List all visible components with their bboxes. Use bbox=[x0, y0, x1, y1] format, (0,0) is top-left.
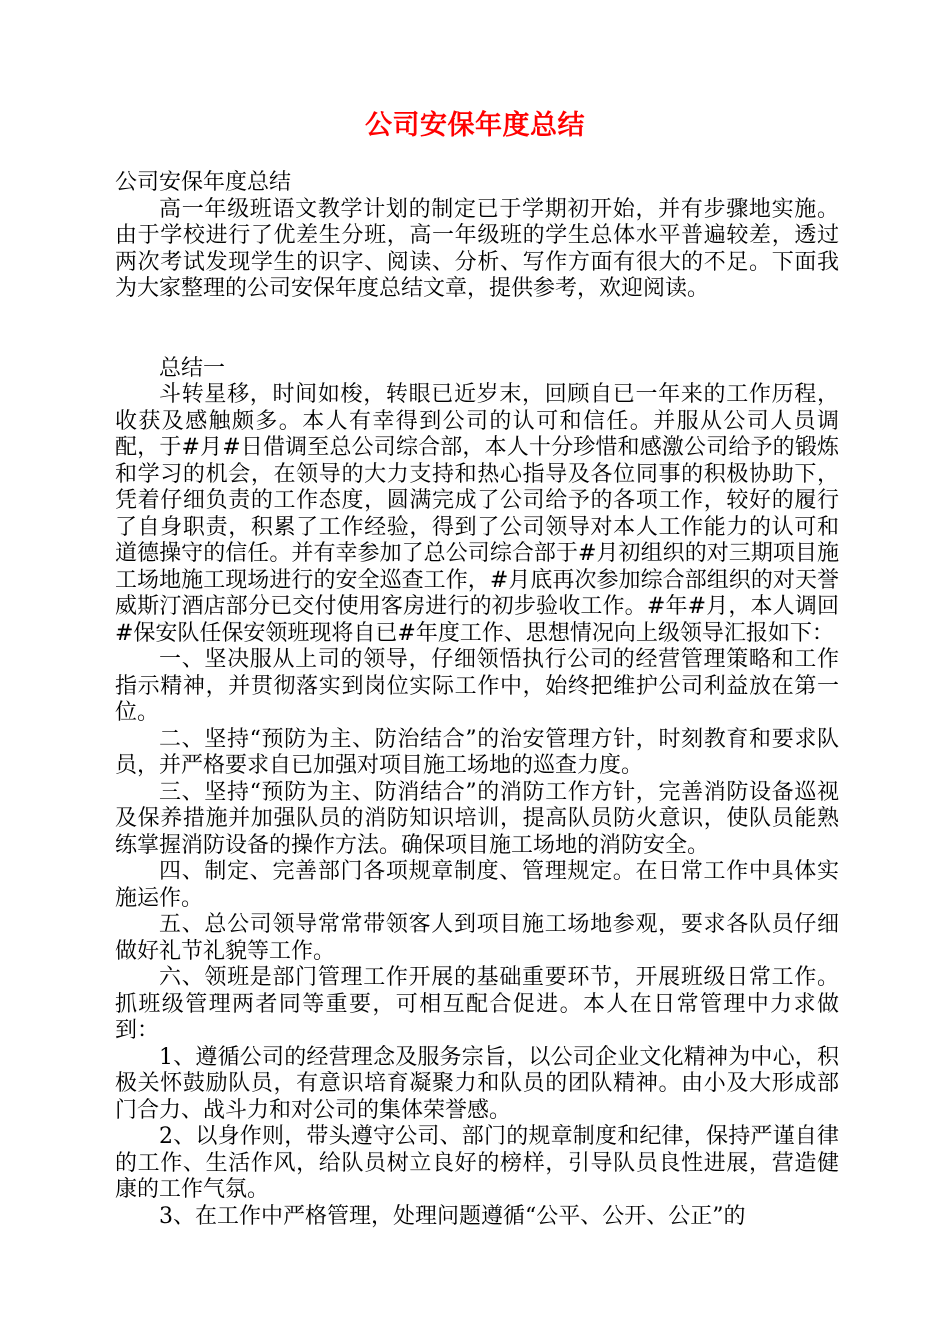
paragraph: 六、领班是部门管理工作开展的基础重要环节，开展班级日常工作。抓班级管理两者同等重要，可相互配合促进。本人在日常管理中力求做到： bbox=[115, 965, 839, 1043]
paragraph: 2、以身作则，带头遵守公司、部门的规章制度和纪律，保持严谨自律的工作、生活作风，给队员树立良好的榜样，引导队员良性进展，营造健康的工作气氛。 bbox=[115, 1124, 839, 1202]
paragraph: 3、在工作中严格管理，处理问题遵循“公平、公开、公正”的 bbox=[159, 1203, 746, 1229]
paragraph: 斗转星移，时间如梭，转眼已近岁末，回顾自已一年来的工作历程，收获及感触颇多。本人有幸得到公司的认可和信任。并服从公司人员调配，于#月#日借调至总公司综合部，本人十分珍惜和感激公司给予的锻炼和学习的机会，在领导的大力支持和热心指导及各位同事的积极协助下，凭着仔细负责的工作态度，圆满完成了公司给予的各项工作，较好的履行了自身职责，积累了工作经验，得到了公司领导对本人工作能力的认可和道德操守的信任。并有幸参加了总公司综合部于#月初组织的对三期项目施工场地施工现场进行的安全巡查工作，#月底再次参加综合部组织的对天誉威斯汀酒店部分已交付使用客房进行的初步验收工作。#年#月，本人调回#保安队任保安领班现将自已#年度工作、思想情况向上级领导汇报如下： bbox=[115, 382, 839, 646]
paragraph: 总结一 bbox=[159, 355, 226, 381]
paragraph: 二、坚持“预防为主、防治结合”的治安管理方针，时刻教育和要求队员，并严格要求自已加强对项目施工场地的巡查力度。 bbox=[115, 726, 839, 778]
paragraph-spacer bbox=[115, 303, 839, 356]
document-title: 公司安保年度总结 bbox=[365, 110, 585, 141]
paragraph: 高一年级班语文教学计划的制定已于学期初开始，并有步骤地实施。由于学校进行了优差生分班，高一年级班的学生总体水平普遍较差，透过两次考试发现学生的识字、阅读、分析、写作方面有很大的不足。下面我为大家整理的公司安保年度总结文章，提供参考，欢迎阅读。 bbox=[115, 196, 839, 301]
document-body bbox=[115, 170, 839, 1230]
paragraph: 1、遵循公司的经营理念及服务宗旨，以公司企业文化精神为中心，积极关怀鼓励队员，有意识培育凝聚力和队员的团队精神。由小及大形成部门合力、战斗力和对公司的集体荣誉感。 bbox=[115, 1044, 839, 1123]
paragraph: 五、总公司领导常常带领客人到项目施工场地参观，要求各队员仔细做好礼节礼貌等工作。 bbox=[115, 912, 839, 964]
paragraph: 三、坚持“预防为主、防消结合”的消防工作方针，完善消防设备巡视及保养措施并加强队员的消防知识培训，提高队员防火意识，使队员能熟练掌握消防设备的操作方法。确保项目施工场地的消防安全。 bbox=[115, 779, 839, 858]
paragraph: 四、制定、完善部门各项规章制度、管理规定。在日常工作中具体实施运作。 bbox=[115, 859, 839, 911]
paragraph: 一、坚决服从上司的领导，仔细领悟执行公司的经营管理策略和工作指示精神，并贯彻落实到岗位实际工作中，始终把维护公司利益放在第一位。 bbox=[115, 647, 839, 725]
paragraph: 公司安保年度总结 bbox=[115, 170, 292, 195]
